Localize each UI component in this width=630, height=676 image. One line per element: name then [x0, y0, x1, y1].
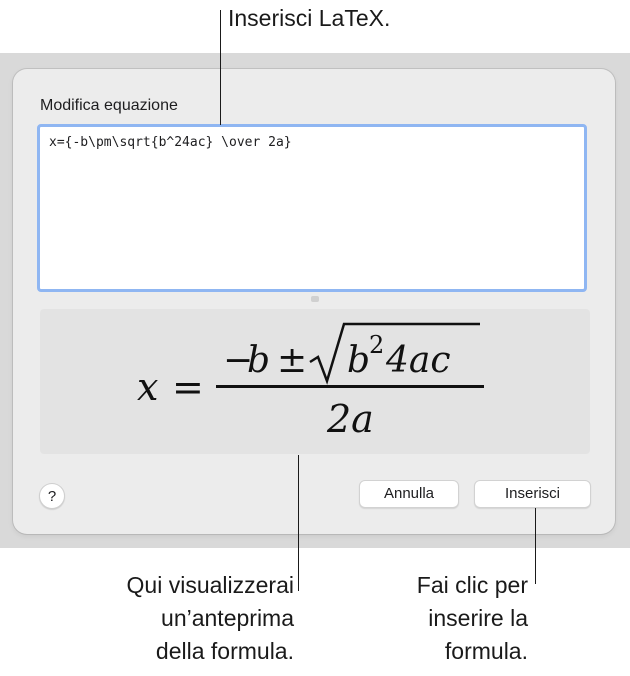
formula-lhs: x — [137, 365, 159, 409]
resize-handle[interactable] — [311, 296, 319, 302]
formula-b: b — [247, 340, 271, 381]
radicand-base: b — [347, 340, 371, 381]
help-button[interactable]: ? — [39, 483, 65, 509]
callout-insert-line-2: inserire la — [428, 605, 528, 631]
callout-insert — [340, 569, 528, 668]
callout-leader-latex — [220, 10, 221, 125]
callout-preview — [40, 569, 294, 668]
cancel-button[interactable]: Annulla — [359, 480, 459, 508]
latex-input[interactable] — [37, 124, 587, 292]
fraction-bar — [216, 385, 484, 388]
formula-equals: = — [172, 365, 204, 409]
callout-preview-line-2: un’anteprima — [161, 605, 294, 631]
callout-leader-preview — [298, 455, 299, 591]
callout-latex: Inserisci LaTeX. — [228, 5, 391, 31]
callout-insert-line-1: Fai clic per — [416, 572, 528, 598]
formula-minus: − — [223, 340, 254, 381]
callout-preview-line-3: della formula. — [155, 638, 294, 664]
formula-preview — [40, 309, 590, 454]
callout-preview-line-1: Qui visualizzerai — [126, 572, 294, 598]
radicand-rest: 4ac — [386, 340, 451, 381]
formula-preview-render — [40, 309, 590, 454]
callout-insert-line-3: formula. — [444, 638, 528, 664]
formula-plus-minus: ± — [277, 340, 308, 381]
callout-leader-insert — [535, 508, 536, 584]
insert-button[interactable]: Inserisci — [474, 480, 591, 508]
formula-denominator: 2a — [327, 397, 374, 441]
dialog-title: Modifica equazione — [40, 97, 178, 114]
radicand-exponent: 2 — [369, 331, 385, 359]
